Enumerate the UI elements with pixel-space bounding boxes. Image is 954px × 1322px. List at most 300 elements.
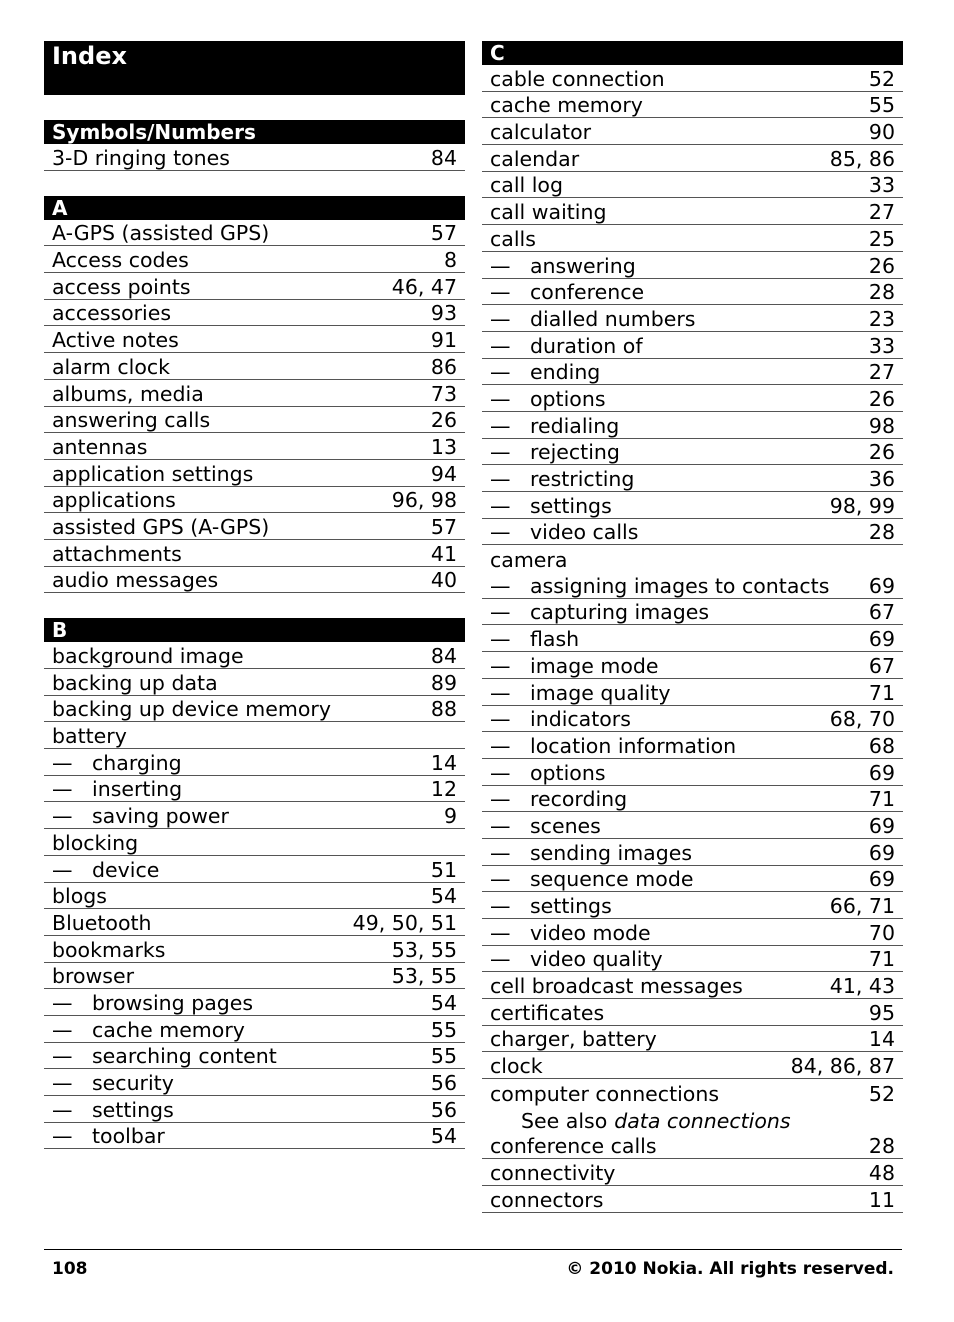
entry-term: attachments xyxy=(52,541,182,566)
entry-pages: 25 xyxy=(868,226,895,251)
subentry-dash: — xyxy=(490,600,511,625)
entry-term: cache memory xyxy=(92,1017,245,1042)
entry-term: scenes xyxy=(530,813,601,838)
entry-pages: 69 xyxy=(868,760,895,785)
entry-pages: 69 xyxy=(868,867,895,892)
entry-pages: 69 xyxy=(868,813,895,838)
entry-pages: 71 xyxy=(868,680,895,705)
entry-pages: 93 xyxy=(430,301,457,326)
entry-term-group xyxy=(490,627,579,651)
entry-term-group xyxy=(52,435,147,459)
entry-pages: 57 xyxy=(430,514,457,539)
entry-pages: 49, 50, 51 xyxy=(352,910,457,935)
entry-pages: 70 xyxy=(868,920,895,945)
entry-term: browsing pages xyxy=(92,990,254,1015)
subentry-dash: — xyxy=(52,1017,73,1042)
see-also-reference xyxy=(482,1106,903,1133)
index-subentry xyxy=(482,439,903,466)
entry-term-group xyxy=(52,644,244,668)
entry-term-group xyxy=(490,1188,603,1212)
index-entry xyxy=(482,1052,903,1079)
index-subentry xyxy=(44,1043,465,1070)
index-subentry xyxy=(482,892,903,919)
entry-term: indicators xyxy=(530,707,631,732)
index-entry xyxy=(44,883,465,910)
entry-pages: 12 xyxy=(430,777,457,802)
entry-pages: 85, 86 xyxy=(829,146,895,171)
entry-term-group xyxy=(52,884,107,908)
entry-term: Bluetooth xyxy=(52,910,152,935)
entry-term: connectors xyxy=(490,1187,604,1212)
right-column xyxy=(482,41,903,1238)
entry-term-group xyxy=(52,1098,174,1122)
entry-pages: 54 xyxy=(430,884,457,909)
index-subentry xyxy=(482,786,903,813)
entry-pages: 51 xyxy=(430,857,457,882)
entry-term-group xyxy=(490,147,579,171)
entry-term-group xyxy=(52,938,165,962)
section-heading: A xyxy=(44,196,465,220)
index-entry xyxy=(482,999,903,1026)
entry-pages: 69 xyxy=(868,573,895,598)
entry-term: calculator xyxy=(490,120,592,145)
entry-pages: 26 xyxy=(868,253,895,278)
entry-term: capturing images xyxy=(530,600,710,625)
entry-term: image quality xyxy=(530,680,671,705)
entry-term-group xyxy=(490,761,606,785)
index-section xyxy=(482,41,903,1213)
entry-term-group xyxy=(490,1054,543,1078)
subentry-dash: — xyxy=(490,520,511,545)
entry-term: computer connections xyxy=(490,1081,720,1106)
entry-term-group xyxy=(52,355,170,379)
entry-term-group xyxy=(490,93,643,117)
index-subentry xyxy=(482,919,903,946)
index-entry xyxy=(44,642,465,669)
entry-term-group xyxy=(490,67,665,91)
index-section xyxy=(44,196,465,594)
entry-term: audio messages xyxy=(52,568,219,593)
entry-term-group xyxy=(490,280,644,304)
subentry-dash: — xyxy=(490,573,511,598)
subentry-dash: — xyxy=(52,1044,73,1069)
subentry-dash: — xyxy=(490,707,511,732)
subentry-dash: — xyxy=(52,1124,73,1149)
entry-pages: 96, 98 xyxy=(391,488,457,513)
entry-term-group xyxy=(490,520,638,544)
entry-term-group xyxy=(490,814,601,838)
entry-term-group xyxy=(490,894,612,918)
entry-term: backing up device memory xyxy=(52,697,331,722)
index-entry xyxy=(44,326,465,353)
entry-pages: 26 xyxy=(868,386,895,411)
subentry-dash: — xyxy=(490,653,511,678)
entry-term: video calls xyxy=(530,520,639,545)
entry-term-group xyxy=(52,382,204,406)
entry-term: applications xyxy=(52,488,176,513)
entry-term-group xyxy=(490,254,636,278)
entry-term: options xyxy=(530,386,606,411)
index-subentry xyxy=(44,1069,465,1096)
entry-term: inserting xyxy=(92,777,183,802)
index-entry xyxy=(482,198,903,225)
entry-term: blocking xyxy=(52,830,139,855)
entry-term-group xyxy=(52,221,269,245)
entry-term-group xyxy=(52,275,191,299)
subentry-dash: — xyxy=(52,777,73,802)
entry-pages: 26 xyxy=(430,408,457,433)
entry-pages: 14 xyxy=(868,1027,895,1052)
index-subentry xyxy=(44,749,465,776)
left-sections xyxy=(44,120,465,1149)
entry-term-group xyxy=(490,787,627,811)
entry-term: duration of xyxy=(530,333,643,358)
entry-pages: 54 xyxy=(430,1124,457,1149)
entry-term-group xyxy=(490,681,671,705)
index-entry xyxy=(44,669,465,696)
entry-term: conference calls xyxy=(490,1134,657,1159)
entry-pages: 68 xyxy=(868,733,895,758)
index-subentry xyxy=(482,812,903,839)
entry-pages: 86 xyxy=(430,354,457,379)
entry-term: recording xyxy=(530,787,628,812)
entry-term: connectivity xyxy=(490,1160,616,1185)
subentry-dash: — xyxy=(490,867,511,892)
index-subentry xyxy=(44,776,465,803)
subentry-dash: — xyxy=(490,787,511,812)
subentry-dash: — xyxy=(490,627,511,652)
entry-term: Active notes xyxy=(52,328,179,353)
entry-term: settings xyxy=(530,894,612,918)
entry-term-group xyxy=(52,1044,277,1068)
left-column xyxy=(44,41,465,1174)
entry-term: charging xyxy=(92,750,182,775)
entry-term-group xyxy=(490,227,536,251)
entry-pages: 94 xyxy=(430,461,457,486)
entry-pages: 55 xyxy=(430,1044,457,1069)
entry-pages: 9 xyxy=(443,804,457,829)
entry-pages: 33 xyxy=(868,333,895,358)
entry-pages: 90 xyxy=(868,120,895,145)
index-subentry xyxy=(482,305,903,332)
index-subentry xyxy=(482,652,903,679)
entry-term-group xyxy=(490,654,659,678)
entry-pages: 84 xyxy=(430,145,457,170)
entry-term-group xyxy=(490,1134,657,1158)
subentry-dash: — xyxy=(490,920,511,945)
index-subentry xyxy=(482,412,903,439)
index-subentry xyxy=(482,572,903,599)
index-subentry xyxy=(44,1016,465,1043)
entry-pages: 84 xyxy=(430,644,457,668)
index-entry xyxy=(44,513,465,540)
entry-term-group xyxy=(490,921,651,945)
entry-pages: 27 xyxy=(868,360,895,385)
index-entry xyxy=(44,353,465,380)
entry-pages: 52 xyxy=(868,66,895,91)
index-entry xyxy=(482,1026,903,1053)
entry-term: assisted GPS (A-GPS) xyxy=(52,514,270,539)
entry-term: calls xyxy=(490,226,536,251)
entry-pages: 56 xyxy=(430,1071,457,1095)
index-entry xyxy=(482,172,903,199)
entry-term-group xyxy=(490,1027,657,1051)
entry-term: bookmarks xyxy=(52,937,166,962)
entry-pages: 69 xyxy=(868,840,895,865)
index-entry xyxy=(482,972,903,999)
entry-term: charger, battery xyxy=(490,1027,657,1052)
entry-term: calendar xyxy=(490,146,580,171)
subentry-dash: — xyxy=(490,333,511,358)
entry-term: security xyxy=(92,1071,174,1095)
index-entry xyxy=(482,1186,903,1213)
index-subentry xyxy=(482,492,903,519)
index-subentry xyxy=(482,732,903,759)
index-entry xyxy=(44,487,465,514)
index-subentry xyxy=(44,856,465,883)
entry-term: saving power xyxy=(92,804,229,829)
entry-term: video mode xyxy=(530,920,651,945)
entry-term-group xyxy=(52,515,269,539)
index-subentry xyxy=(482,946,903,973)
entry-term: clock xyxy=(490,1054,543,1079)
entry-term: blogs xyxy=(52,884,107,909)
entry-term-group xyxy=(52,462,253,486)
subentry-dash: — xyxy=(52,804,73,829)
entry-term: device xyxy=(92,857,160,882)
entry-term-group xyxy=(52,964,134,988)
entry-pages: 8 xyxy=(443,248,457,273)
entry-term: location information xyxy=(530,733,737,758)
index-entry xyxy=(44,380,465,407)
entry-pages: 28 xyxy=(868,520,895,545)
subentry-dash: — xyxy=(52,1071,73,1095)
entry-term: options xyxy=(530,760,606,785)
subentry-dash: — xyxy=(490,253,511,278)
subentry-dash: — xyxy=(490,894,511,918)
entry-term-group xyxy=(52,751,182,775)
entry-term-group xyxy=(490,1082,719,1106)
index-entry xyxy=(44,433,465,460)
index-subentry xyxy=(482,252,903,279)
entry-term-group xyxy=(52,301,171,325)
entry-term-group xyxy=(52,542,182,566)
entry-term: camera xyxy=(490,548,568,573)
index-section xyxy=(44,618,465,1149)
entry-term: dialled numbers xyxy=(530,306,696,331)
entry-term: answering calls xyxy=(52,408,211,433)
entry-term-group xyxy=(490,173,563,197)
entry-term-group xyxy=(52,724,127,748)
subentry-dash: — xyxy=(490,280,511,305)
subentry-dash: — xyxy=(490,733,511,758)
index-subentry xyxy=(482,759,903,786)
entry-term-group xyxy=(490,867,693,891)
entry-term-group xyxy=(490,707,631,731)
entry-pages: 55 xyxy=(868,93,895,118)
entry-term-group xyxy=(490,734,736,758)
entry-term-group xyxy=(490,974,743,998)
entry-term-group xyxy=(52,568,218,592)
subentry-dash: — xyxy=(490,680,511,705)
entry-term: antennas xyxy=(52,434,148,459)
subentry-dash: — xyxy=(490,947,511,972)
entry-term-group xyxy=(52,697,331,721)
entry-term: cell broadcast messages xyxy=(490,974,743,999)
index-subentry xyxy=(482,599,903,626)
entry-term-group xyxy=(52,1124,165,1148)
entry-term: background image xyxy=(52,644,244,668)
entry-term-group xyxy=(52,328,179,352)
entry-pages: 67 xyxy=(868,600,895,625)
entry-pages: 67 xyxy=(868,653,895,678)
index-entry xyxy=(44,300,465,327)
entry-pages: 71 xyxy=(868,947,895,972)
entry-term: sending images xyxy=(530,840,693,865)
entry-term-group xyxy=(52,804,229,828)
section-heading: C xyxy=(482,41,903,65)
entry-term-group xyxy=(490,841,692,865)
entry-term: toolbar xyxy=(92,1124,165,1149)
entry-pages: 69 xyxy=(868,627,895,652)
entry-term: call log xyxy=(490,173,563,198)
page-number: 108 xyxy=(52,1259,88,1279)
index-subentry xyxy=(482,839,903,866)
subentry-dash: — xyxy=(490,440,511,465)
index-subentry xyxy=(482,706,903,733)
section-heading: Symbols/Numbers xyxy=(44,120,465,144)
index-entry xyxy=(44,696,465,723)
subentry-dash: — xyxy=(490,760,511,785)
entry-pages: 71 xyxy=(868,787,895,812)
entry-pages: 56 xyxy=(430,1097,457,1122)
entry-pages: 66, 71 xyxy=(829,894,895,918)
entry-term: rejecting xyxy=(530,440,620,465)
index-subentry xyxy=(482,866,903,893)
entry-term: access points xyxy=(52,274,191,299)
entry-term-group xyxy=(52,1071,174,1095)
entry-term: albums, media xyxy=(52,381,204,406)
subentry-dash: — xyxy=(490,413,511,438)
entry-pages: 88 xyxy=(430,697,457,722)
entry-term-group xyxy=(490,947,663,971)
entry-pages: 55 xyxy=(430,1017,457,1042)
index-entry xyxy=(44,909,465,936)
entry-term-group xyxy=(490,1161,615,1185)
entry-term-group xyxy=(490,574,829,598)
index-subentry xyxy=(482,332,903,359)
entry-pages: 27 xyxy=(868,200,895,225)
entry-pages: 54 xyxy=(430,990,457,1015)
entry-term-group xyxy=(490,548,567,572)
index-entry xyxy=(44,144,465,171)
index-subentry xyxy=(482,385,903,412)
entry-term: answering xyxy=(530,253,636,278)
index-subentry xyxy=(482,359,903,386)
subentry-dash: — xyxy=(490,386,511,411)
entry-pages: 46, 47 xyxy=(391,274,457,299)
entry-term: backing up data xyxy=(52,670,218,695)
entry-term-group xyxy=(490,334,643,358)
index-entry xyxy=(482,225,903,252)
entry-term: image mode xyxy=(530,653,659,678)
entry-term: redialing xyxy=(530,413,620,438)
index-entry xyxy=(482,1133,903,1160)
index-subentry xyxy=(482,679,903,706)
subentry-dash: — xyxy=(490,360,511,385)
index-entry xyxy=(482,65,903,92)
entry-pages: 68, 70 xyxy=(829,707,895,732)
subentry-dash: — xyxy=(52,857,73,882)
entry-term-group xyxy=(52,777,182,801)
entry-term-group xyxy=(490,414,619,438)
entry-term-group xyxy=(490,120,591,144)
entry-term: certificates xyxy=(490,1000,605,1025)
entry-term-group xyxy=(490,494,612,518)
index-entry xyxy=(44,540,465,567)
entry-term: video quality xyxy=(530,947,663,972)
entry-term: searching content xyxy=(92,1044,277,1069)
subentry-dash: — xyxy=(490,813,511,838)
entry-pages: 52 xyxy=(868,1081,895,1106)
entry-pages: 53, 55 xyxy=(391,964,457,989)
entry-pages: 36 xyxy=(868,467,895,491)
subentry-dash: — xyxy=(490,840,511,865)
entry-term: call waiting xyxy=(490,200,607,225)
entry-term: assigning images to contacts xyxy=(530,573,830,598)
index-entry xyxy=(482,118,903,145)
index-subentry xyxy=(44,989,465,1016)
index-entry xyxy=(44,407,465,434)
entry-pages: 14 xyxy=(430,750,457,775)
entry-pages: 89 xyxy=(430,670,457,695)
index-entry xyxy=(44,567,465,594)
entry-term: ending xyxy=(530,360,601,385)
entry-term-group xyxy=(52,1018,245,1042)
page-footer xyxy=(44,1249,902,1279)
entry-term-group xyxy=(490,467,634,491)
entry-term-group xyxy=(52,831,138,855)
entry-pages: 91 xyxy=(430,328,457,353)
entry-term: A-GPS (assisted GPS) xyxy=(52,221,270,246)
index-entry xyxy=(44,722,465,749)
section-heading: B xyxy=(44,618,465,642)
entry-pages: 41, 43 xyxy=(829,974,895,999)
entry-pages: 57 xyxy=(430,221,457,246)
entry-term-group xyxy=(490,600,709,624)
entry-pages: 84, 86, 87 xyxy=(790,1054,895,1079)
index-entry xyxy=(44,460,465,487)
index-entry xyxy=(482,92,903,119)
entry-pages: 48 xyxy=(868,1160,895,1185)
right-sections xyxy=(482,41,903,1213)
see-also-label: See also xyxy=(521,1108,608,1133)
index-entry xyxy=(44,246,465,273)
entry-term: 3-D ringing tones xyxy=(52,145,230,170)
subentry-dash: — xyxy=(490,493,511,518)
entry-pages: 98 xyxy=(868,413,895,438)
index-section xyxy=(44,120,465,171)
index-subentry xyxy=(482,625,903,652)
subentry-dash: — xyxy=(52,750,73,775)
entry-term-group xyxy=(490,440,620,464)
entry-term: settings xyxy=(92,1097,174,1122)
entry-term: cable connection xyxy=(490,66,665,91)
entry-pages: 28 xyxy=(868,280,895,305)
page-title: Index xyxy=(44,41,465,95)
entry-term: cache memory xyxy=(490,93,643,118)
copyright-notice: © 2010 Nokia. All rights reserved. xyxy=(566,1259,894,1279)
